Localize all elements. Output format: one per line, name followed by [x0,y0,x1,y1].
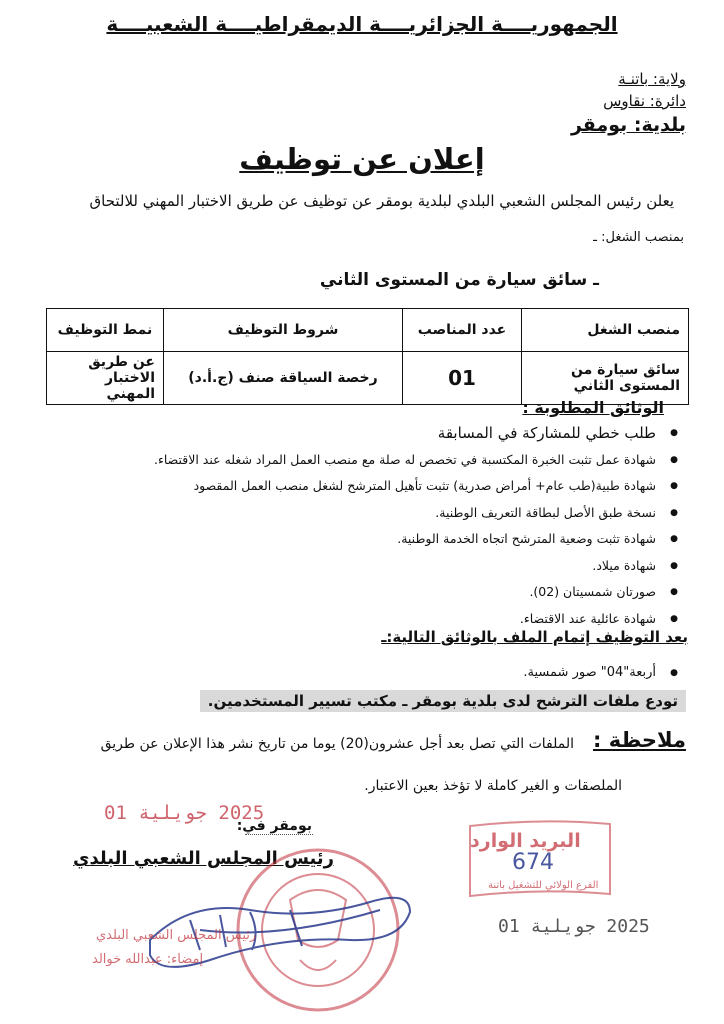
table-cell-conditions: رخصة السياقة صنف (ج.أ.د) [164,352,403,405]
mail-stamp-subtitle: الفرع الولائي للتشغيل باتنة [488,880,599,891]
note-label: ملاحظة : [593,728,686,752]
note-line-2: الملصقات و الغير كاملة لا تؤخذ بعين الاعتبار. [364,778,622,794]
table-header-position: منصب الشغل [522,309,689,352]
list-item: ● شهادة عمل تثبت الخبرة المكتسبة في تخصص له صلة مع منصب العمل المراد شغله عند الاقتضاء. [16,447,656,474]
table-header-row [47,309,689,352]
list-item: ● شهادة طبية(طب عام+ أمراض صدرية) تثبت تأهيل المترشح لشغل منصب العمل المقصود [16,473,656,500]
table-row [47,352,689,405]
baladia-label: بلدية: بومقر [570,114,686,136]
signature-stamp-title: رئيس المجلس الشعبي البلدي [96,928,257,943]
after-hiring-list [523,660,676,686]
intro-line-1: يعلن رئيس المجلس الشعبي البلدي لبلدية بومقر عن توظيف عن طريق الاختبار المهني للالتحاق [89,192,674,210]
table-cell-count: 01 [403,352,522,405]
table-cell-position: سائق سيارة من المستوى الثاني [522,352,689,405]
docs-heading-text: الوثائق المطلوبة : [522,398,664,417]
intro-line-2: بمنصب الشغل: ـ [593,230,684,245]
mail-stamp-title: البريد الوارد [470,830,581,852]
table-header-conditions: شروط التوظيف [164,309,403,352]
list-item: ● صورتان شمسيتان (02). [16,579,656,606]
place-label: بومقر في: [236,818,312,834]
signature-stamp-name: إمضاء: عبدالله خوالد [92,952,204,967]
list-item: ● أربعة"04" صور شمسية. [523,660,656,686]
president-title: رئيس المجلس الشعبي البلدي [73,848,334,869]
mail-date-stamp: 2025 جويلية 01 [498,916,650,937]
position-heading: ـ سائق سيارة من المستوى الثاني [319,270,599,290]
docs-list [16,420,676,632]
table-cell-mode: عن طريق الاختبار المهني [47,352,164,405]
mail-stamp-number: 674 [512,850,554,875]
list-item: ● طلب خطي للمشاركة في المسابقة [16,420,656,447]
table-header-count: عدد المناصب [403,309,522,352]
list-item: ● شهادة ميلاد. [16,553,656,580]
docs-heading [522,398,664,417]
date-dotted-line [245,834,313,835]
job-table [46,308,689,405]
date-stamp: 2025 جويلية 01 [104,802,265,824]
list-item: ● شهادة تثبت وضعية المترشح اتجاه الخدمة الوطنية. [16,526,656,553]
note-line-1: الملفات التي تصل بعد أجل عشرون(20) يوما من تاريخ نشر هذا الإعلان عن طريق [100,736,574,752]
after-hiring-heading: بعد التوظيف إتمام الملف بالوثائق التالية:ـ [381,628,688,646]
daira-label: دائرة: نقاوس [603,92,686,110]
list-item: ● نسخة طبق الأصل لبطاقة التعريف الوطنية. [16,500,656,527]
announcement-title: إعلان عن توظيف [239,142,485,176]
republic-header: الجمهوريــــة الجزائريــــة الديمقراطيــــة الشعبيــــة [106,12,618,36]
list-item: ● شهادة عائلية عند الاقتضاء. [16,606,656,633]
deposit-note: تودع ملفات الترشح لدى بلدية بومقر ـ مكتب تسيير المستخدمين. [200,690,686,712]
table-header-mode: نمط التوظيف [47,309,164,352]
wilaya-label: ولاية: باتنـة [618,70,686,88]
round-stamp [238,850,398,1010]
